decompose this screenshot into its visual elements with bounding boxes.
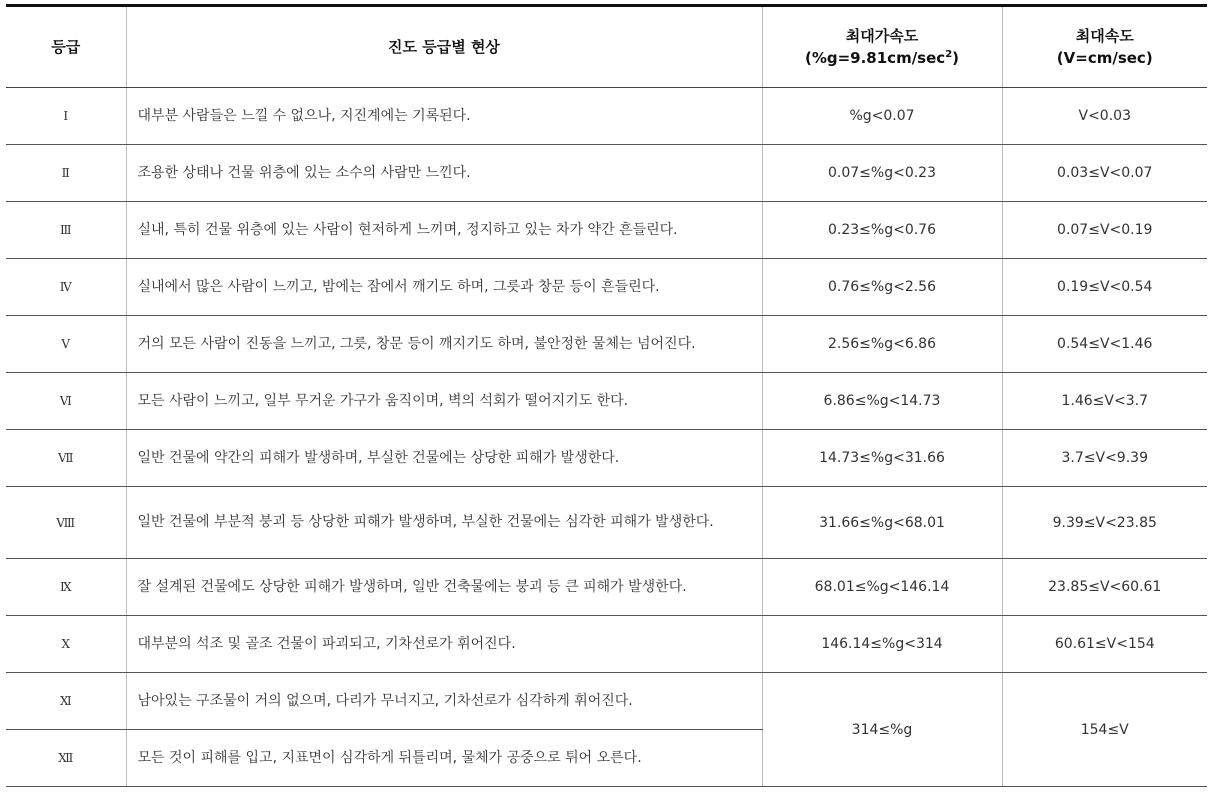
seismic-intensity-table xyxy=(6,4,1207,787)
acceleration-cell: 0.07≤%g<0.23 xyxy=(762,145,1002,202)
table-row xyxy=(6,373,1207,430)
description-cell: 거의 모든 사람이 진동을 느끼고, 그릇, 창문 등이 깨지기도 하며, 불안정한 물체는 넘어진다. xyxy=(126,316,762,373)
acceleration-cell: 146.14≤%g<314 xyxy=(762,616,1002,673)
description-cell: 모든 사람이 느끼고, 일부 무거운 가구가 움직이며, 벽의 석회가 떨어지기도 한다. xyxy=(126,373,762,430)
velocity-cell: 9.39≤V<23.85 xyxy=(1002,487,1207,559)
grade-cell: Ⅴ xyxy=(6,316,126,373)
grade-cell: Ⅷ xyxy=(6,487,126,559)
acceleration-cell: 6.86≤%g<14.73 xyxy=(762,373,1002,430)
description-cell: 실내, 특히 건물 위층에 있는 사람이 현저하게 느끼며, 정지하고 있는 차가 약간 흔들린다. xyxy=(126,202,762,259)
header-vel-title: 최대속도 xyxy=(1075,27,1134,45)
table-row xyxy=(6,559,1207,616)
acceleration-cell: 0.76≤%g<2.56 xyxy=(762,259,1002,316)
description-cell: 모든 것이 피해를 입고, 지표면이 심각하게 뒤틀리며, 물체가 공중으로 튀어 오른다. xyxy=(126,730,762,787)
velocity-cell: 60.61≤V<154 xyxy=(1002,616,1207,673)
description-cell: 조용한 상태나 건물 위층에 있는 소수의 사람만 느낀다. xyxy=(126,145,762,202)
description-cell: 실내에서 많은 사람이 느끼고, 밤에는 잠에서 깨기도 하며, 그릇과 창문 등이 흔들린다. xyxy=(126,259,762,316)
header-vel-unit: (V=cm/sec) xyxy=(1056,49,1153,67)
table-row xyxy=(6,259,1207,316)
acceleration-cell: 0.23≤%g<0.76 xyxy=(762,202,1002,259)
acceleration-cell: 14.73≤%g<31.66 xyxy=(762,430,1002,487)
acceleration-cell: 2.56≤%g<6.86 xyxy=(762,316,1002,373)
grade-cell: Ⅱ xyxy=(6,145,126,202)
header-accel-title: 최대가속도 xyxy=(845,27,919,45)
acceleration-cell: 31.66≤%g<68.01 xyxy=(762,487,1002,559)
header-max-acceleration xyxy=(762,6,1002,88)
description-cell: 남아있는 구조물이 거의 없으며, 다리가 무너지고, 기차선로가 심각하게 휘어진다. xyxy=(126,673,762,730)
header-grade: 등급 xyxy=(6,6,126,88)
velocity-cell: 154≤V xyxy=(1002,673,1207,787)
description-cell: 일반 건물에 약간의 피해가 발생하며, 부실한 건물에는 상당한 피해가 발생한다. xyxy=(126,430,762,487)
header-row xyxy=(6,6,1207,88)
velocity-cell: 3.7≤V<9.39 xyxy=(1002,430,1207,487)
velocity-cell: 1.46≤V<3.7 xyxy=(1002,373,1207,430)
table-row xyxy=(6,145,1207,202)
grade-cell: Ⅵ xyxy=(6,373,126,430)
acceleration-cell: 314≤%g xyxy=(762,673,1002,787)
grade-cell: Ⅰ xyxy=(6,88,126,145)
grade-cell: Ⅸ xyxy=(6,559,126,616)
header-phenomenon: 진도 등급별 현상 xyxy=(126,6,762,88)
table-row xyxy=(6,616,1207,673)
velocity-cell: 23.85≤V<60.61 xyxy=(1002,559,1207,616)
acceleration-cell: 68.01≤%g<146.14 xyxy=(762,559,1002,616)
table-row xyxy=(6,202,1207,259)
description-cell: 일반 건물에 부분적 붕괴 등 상당한 피해가 발생하며, 부실한 건물에는 심각한 피해가 발생한다. xyxy=(126,487,762,559)
description-cell: 대부분 사람들은 느낄 수 없으나, 지진계에는 기록된다. xyxy=(126,88,762,145)
velocity-cell: 0.19≤V<0.54 xyxy=(1002,259,1207,316)
velocity-cell: V<0.03 xyxy=(1002,88,1207,145)
velocity-cell: 0.03≤V<0.07 xyxy=(1002,145,1207,202)
description-cell: 잘 설계된 건물에도 상당한 피해가 발생하며, 일반 건축물에는 붕괴 등 큰 피해가 발생한다. xyxy=(126,559,762,616)
table-row xyxy=(6,673,1207,730)
grade-cell: Ⅲ xyxy=(6,202,126,259)
velocity-cell: 0.07≤V<0.19 xyxy=(1002,202,1207,259)
description-cell: 대부분의 석조 및 골조 건물이 파괴되고, 기차선로가 휘어진다. xyxy=(126,616,762,673)
table-row xyxy=(6,487,1207,559)
table-row xyxy=(6,88,1207,145)
acceleration-cell: %g<0.07 xyxy=(762,88,1002,145)
grade-cell: Ⅹ xyxy=(6,616,126,673)
header-max-velocity xyxy=(1002,6,1207,88)
grade-cell: Ⅶ xyxy=(6,430,126,487)
table-row xyxy=(6,316,1207,373)
velocity-cell: 0.54≤V<1.46 xyxy=(1002,316,1207,373)
grade-cell: Ⅺ xyxy=(6,673,126,730)
header-accel-unit: $(\%g=9.81cm/\sec^2)$ xyxy=(804,49,960,67)
table-row xyxy=(6,430,1207,487)
grade-cell: Ⅳ xyxy=(6,259,126,316)
grade-cell: Ⅻ xyxy=(6,730,126,787)
